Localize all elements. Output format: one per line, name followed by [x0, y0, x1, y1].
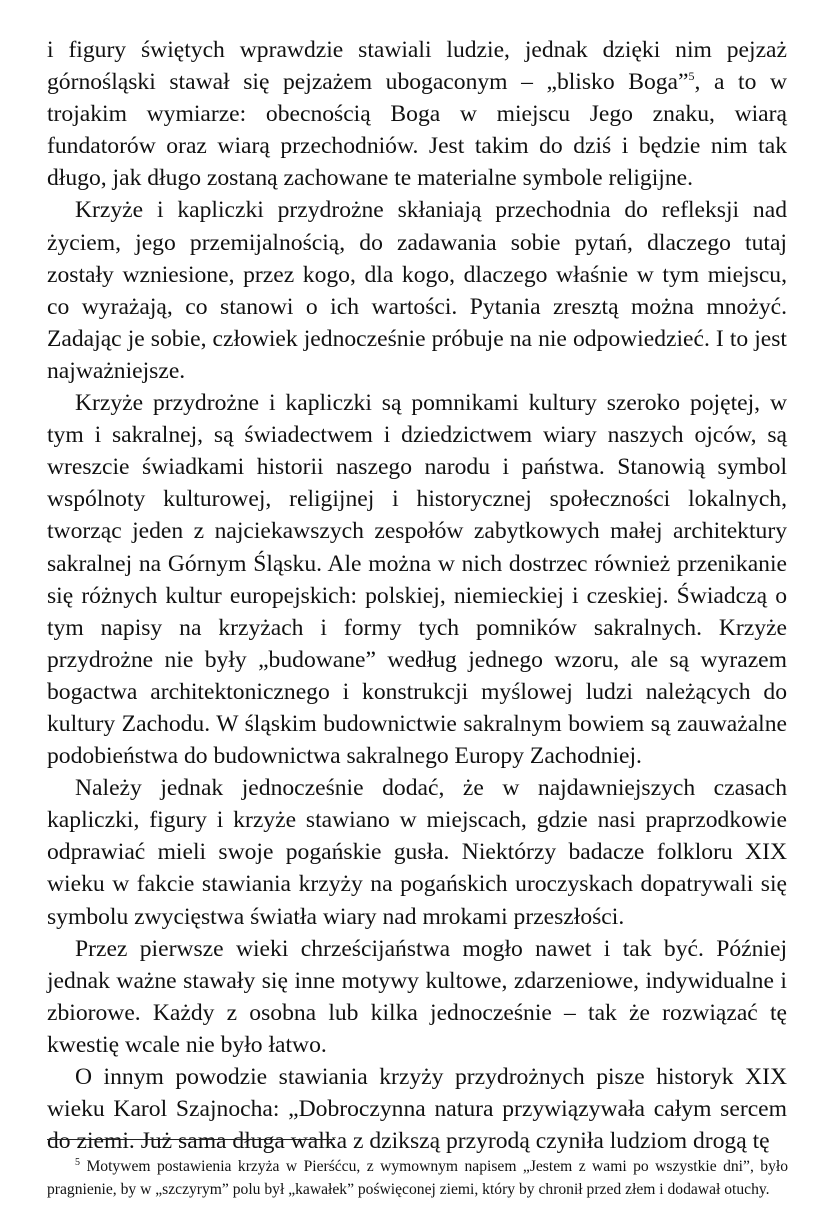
footnote-reference: 5	[688, 69, 695, 84]
paragraph-1	[47, 34, 787, 194]
paragraph-1-text-continued: , a to w trojakim wymiarze: obecnością Boga w miejscu Jego znaku, wiarą fundatorów oraz wiarą przechodniów. Jest takim do dziś i będzie nim tak długo, jak długo zostaną zachowane te materialne symbole religijne.	[47, 69, 787, 192]
paragraph-5: Przez pierwsze wieki chrześcijaństwa mogło nawet i tak być. Później jednak ważne stawały się inne motywy kultowe, zdarzeniowe, indywidualne i zbiorowe. Każdy z osobna lub kilka jednocześnie – tak że rozwiązać tę kwestię wcale nie było łatwo.	[47, 935, 787, 1058]
paragraph-3: Krzyże przydrożne i kapliczki są pomnikami kultury szeroko pojętej, w tym i sakralnej, są świadectwem i dziedzictwem wiary naszych ojców, są wreszcie świadkami historii naszego narodu i państwa. Stanowią symbol wspólnoty kulturowej, religijnej i historycznej społeczności lokalnych, tworząc jeden z najciekawszych zespołów zabytkowych małej architektury sakralnej na Górnym Śląsku. Ale można w nich dostrzec również przenikanie się różnych kultur europejskich: polskiej, niemieckiej i czeskiej. Świadczą o tym napisy na krzyżach i formy tych pomników sakralnych. Krzyże przydrożne nie były „budowane” według jednego wzoru, ale są wyrazem bogactwa architektonicznego i konstrukcji myślowej ludzi należących do kultury Zachodu. W śląskim budownictwie sakralnym bowiem są zauważalne podobieństwa do budownictwa sakralnego Europy Zachodniej.	[47, 390, 787, 770]
footnote	[47, 1156, 788, 1201]
paragraph-4: Należy jednak jednocześnie dodać, że w najdawniejszych czasach kapliczki, figury i krzyże stawiano w miejscach, gdzie nasi praprzodkowie odprawiać mieli swoje pogańskie gusła. Niektórzy badacze folkloru XIX wieku w fakcie stawiania krzyży na pogańskich uroczyskach dopatrywali się symbolu zwycięstwa światła wiary nad mrokami przeszłości.	[47, 775, 787, 930]
page-body	[47, 34, 787, 1157]
paragraph-1-text: i figury świętych wprawdzie stawiali ludzie, jednak dzięki nim pejzaż górnośląski stawał się pejzażem ubogaconym – „blisko Boga”	[47, 37, 787, 96]
paragraph-2: Krzyże i kapliczki przydrożne skłaniają przechodnia do refleksji nad życiem, jego przemijalnością, do zadawania sobie pytań, dlaczego tutaj zostały wzniesione, przez kogo, dla kogo, dlaczego właśnie w tym miejscu, co wyrażają, co stanowi o ich wartości. Pytania zresztą można mnożyć. Zadając je sobie, człowiek jednocześnie próbuje na nie odpowiedzieć. I to jest najważniejsze.	[47, 197, 787, 384]
footnote-marker: 5	[75, 1157, 80, 1168]
footnote-divider	[47, 1139, 335, 1140]
footnote-text: Motywem postawienia krzyża w Pierśćcu, z wymownym napisem „Jestem z wami po wszystkie dni”, było pragnienie, by w „szczyrym” polu był „kawałek” poświęconej ziemi, który by chronił przed złem i dodawał otuchy.	[47, 1158, 788, 1198]
paragraph-6: O innym powodzie stawiania krzyży przydrożnych pisze historyk XIX wieku Karol Szajnocha: „Dobroczynna natura przywiązywała całym sercem do ziemi. Już sama długa walka z dzikszą przyrodą czyniła ludziom drogą tę	[47, 1064, 787, 1155]
